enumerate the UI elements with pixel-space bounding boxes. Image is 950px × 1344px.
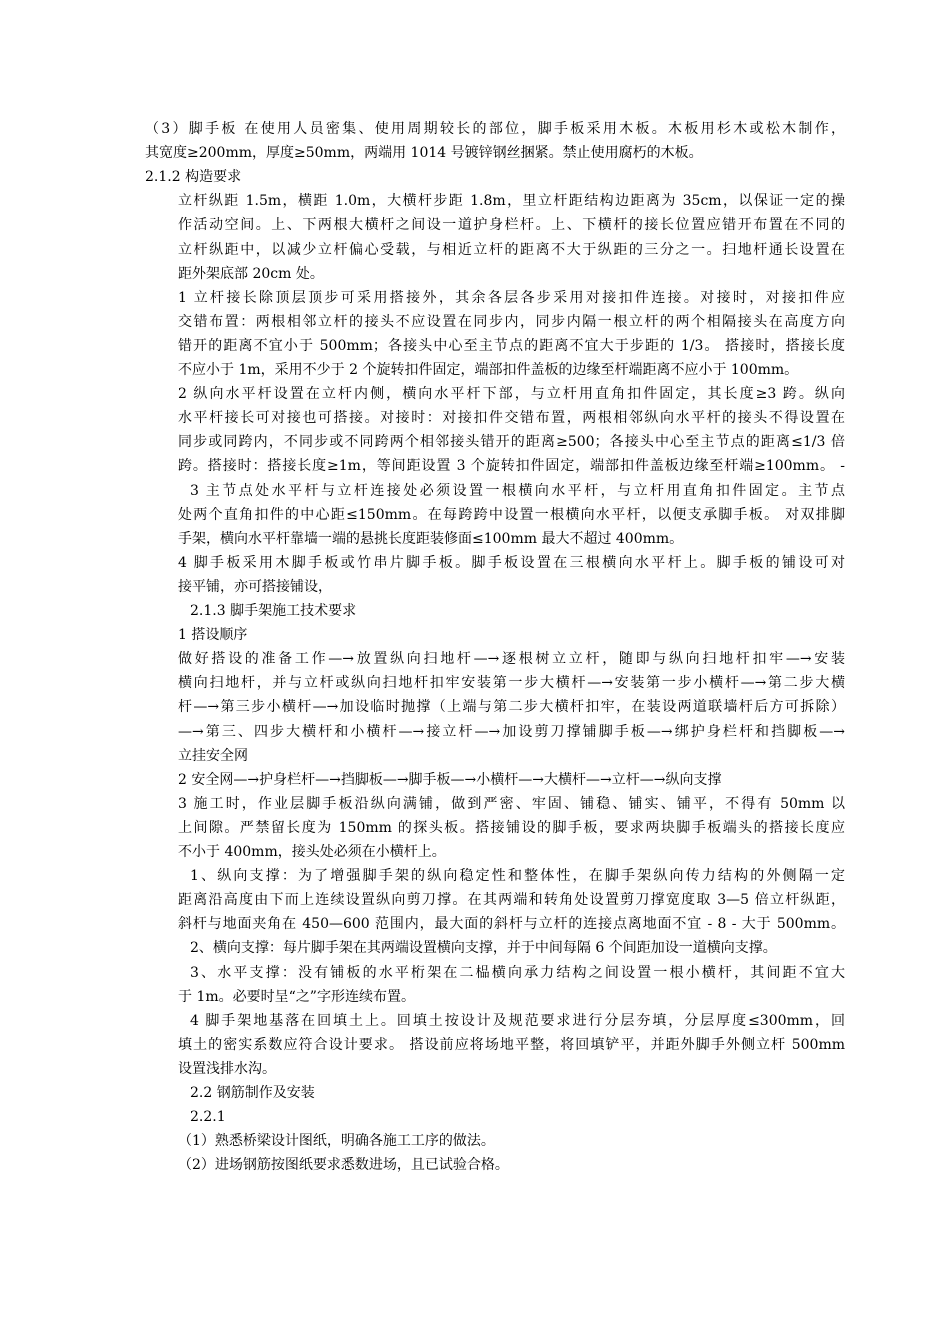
text-line: 1 立杆接长除顶层顶步可采用搭接外，其余各层各步采用对接扣件连接。对接时，对接扣件应 (178, 289, 845, 306)
text-line: 设置浅排水沟。 (178, 1060, 276, 1077)
text-line: 上间隙。严禁留长度为 150mm 的探头板。搭接铺设的脚手板，要求两块脚手板端头的搭接长度应 (178, 819, 845, 836)
text-line: 立挂安全网 (178, 747, 248, 764)
text-line: 2、横向支撑：每片脚手架在其两端设置横向支撑，并于中间每隔 6 个间距加设一道横向支撑。 (190, 940, 777, 957)
text-line: 3、水平支撑：没有铺板的水平桁架在二榀横向承力结构之间设置一根小横杆，其间距不宜大 (190, 964, 845, 981)
text-line: 跨。搭接时：搭接长度≥1m，等间距设置 3 个旋转扣件固定，端部扣件盖板边缘至杆端≥100mm。 - (178, 458, 845, 475)
text-line: 距外架底部 20cm 处。 (178, 265, 324, 282)
text-line: （2）进场钢筋按图纸要求悉数进场，且已试验合格。 (178, 1157, 509, 1174)
text-line: 做好搭设的准备工作—→放置纵向扫地杆—→逐根树立立杆，随即与纵向扫地杆扣牢—→安装 (178, 651, 845, 668)
text-line: （1）熟悉桥梁设计图纸，明确各施工工序的做法。 (178, 1133, 495, 1150)
text-line: 2.1.2 构造要求 (145, 169, 242, 186)
text-line: 同步或同跨内，不同步或不同跨两个相邻接头错开的距离≥500；各接头中心至主节点的距离≤1/3 倍 (178, 434, 845, 451)
text-line: 横向扫地杆，并与立杆或纵向扫地杆扣牢安装第一步大横杆—→安装第一步小横杆—→第二步大横 (178, 675, 845, 692)
text-line: 2.2.1 (190, 1109, 226, 1126)
text-line: 立杆纵距 1.5m，横距 1.0m，大横杆步距 1.8m，里立杆距结构边距离为 35cm，以保证一定的操 (178, 193, 845, 210)
text-line: —→第三、四步大横杆和小横杆—→接立杆—→加设剪刀撑铺脚手板—→绑护身栏杆和挡脚板—→ (178, 723, 845, 740)
text-line: 立杆纵距中，以减少立杆偏心受载，与相近立杆的距离不大于纵距的三分之一。扫地杆通长设置在 (178, 241, 845, 258)
text-line: 接平铺，亦可搭接铺设， (178, 578, 332, 595)
text-line: 2.2 钢筋制作及安装 (190, 1085, 315, 1101)
text-line: 处两个直角扣件的中心距≤150mm。在每跨跨中设置一根横向水平杆，以便支承脚手板。 对双排脚 (178, 506, 845, 523)
text-line: 交错布置：两根相邻立杆的接头不应设置在同步内，同步内隔一根立杆的两个相隔接头在高度方向 (178, 313, 845, 330)
text-line: 填土的密实系数应符合设计要求。 搭设前应将场地平整，将回填铲平，并距外脚手外侧立杆 500mm (178, 1036, 845, 1053)
text-line: 杆—→第三步小横杆—→加设临时抛撑（上端与第二步大横杆扣牢，在装设两道联墙杆后方可拆除） (178, 699, 845, 716)
text-line: 手架，横向水平杆靠墙一端的悬挑长度距装修面≤100mm 最大不超过 400mm。 (178, 530, 684, 547)
text-line: 2 纵向水平杆设置在立杆内侧，横向水平杆下部，与立杆用直角扣件固定，其长度≥3 跨。纵向 (178, 386, 845, 403)
text-line: 其宽度≥200mm，厚度≥50mm，两端用 1014 号镀锌钢丝捆紧。禁止使用腐朽的木板。 (145, 145, 703, 162)
text-line: 3 施工时，作业层脚手板沿纵向满铺，做到严密、牢固、铺稳、铺实、铺平，不得有 50mm 以 (178, 795, 845, 812)
text-line: 1、纵向支撑：为了增强脚手架的纵向稳定性和整体性，在脚手架纵向传力结构的外侧隔一定 (190, 868, 845, 885)
text-line: 4 脚手架地基落在回填土上。回填土按设计及规范要求进行分层夯填，分层厚度≤300mm，回 (190, 1012, 845, 1029)
text-line: 4 脚手板采用木脚手板或竹串片脚手板。脚手板设置在三根横向水平杆上。脚手板的铺设可对 (178, 554, 845, 571)
text-line: 3 主节点处水平杆与立杆连接处必须设置一根横向水平杆，与立杆用直角扣件固定。主节点 (190, 482, 845, 499)
text-line: 于 1m。必要时呈“之”字形连续布置。 (178, 988, 415, 1005)
text-line: 错开的距离不宜小于 500mm；各接头中心至主节点的距离不宜大于步距的 1/3。 搭接时，搭接长度 (178, 337, 845, 354)
text-line: 不小于 400mm，接头处必须在小横杆上。 (178, 844, 446, 860)
text-line: 2.1.3 脚手架施工技术要求 (190, 603, 357, 619)
text-line: 作活动空间。上、下两根大横杆之间设一道护身栏杆。上、下横杆的接长位置应错开布置在不同的 (178, 217, 845, 234)
text-line: （3）脚手板 在使用人员密集、使用周期较长的部位，脚手板采用木板。木板用杉木或松木制作， (145, 121, 845, 137)
text-line: 1 搭设顺序 (178, 627, 248, 644)
text-line: 距离沿高度由下而上连续设置纵向剪刀撑。在其两端和转角处设置剪刀撑宽度取 3—5 倍立杆纵距， (178, 892, 845, 909)
text-line: 不应小于 1m，采用不少于 2 个旋转扣件固定，端部扣件盖板的边缘至杆端距离不应小于 100mm。 (178, 362, 799, 378)
text-line: 2 安全网—→护身栏杆—→挡脚板—→脚手板—→小横杆—→大横杆—→立杆—→纵向支撑 (178, 771, 722, 788)
text-line: 斜杆与地面夹角在 450—600 范围内，最大面的斜杆与立杆的连接点离地面不宜 - 8 - 大于 500mm。 (178, 916, 845, 933)
text-line: 水平杆接长可对接也可搭接。对接时：对接扣件交错布置，两根相邻纵向水平杆的接头不得设置在 (178, 410, 845, 427)
